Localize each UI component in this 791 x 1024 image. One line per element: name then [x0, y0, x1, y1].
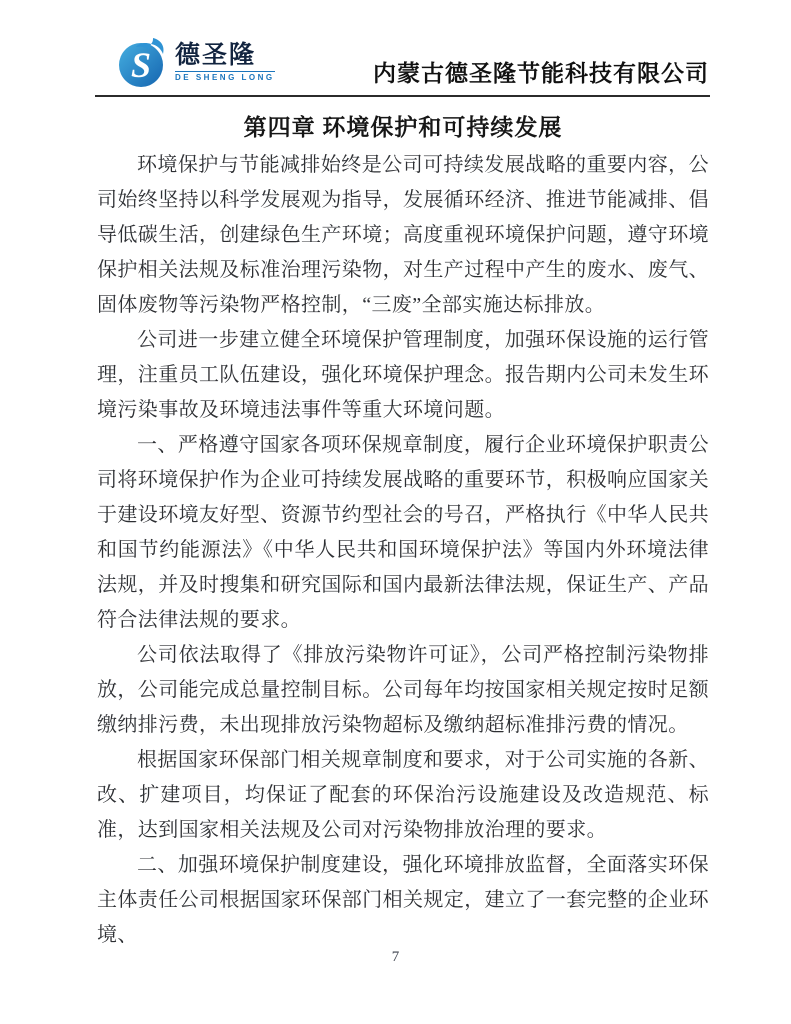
logo-text [175, 40, 275, 82]
company-logo [115, 34, 275, 90]
dragon-logo-icon [115, 34, 171, 90]
paragraph: 公司进一步建立健全环境保护管理制度，加强环保设施的运行管理，注重员工队伍建设，强化环境保护理念。报告期内公司未发生环境污染事故及环境违法事件等重大环境问题。 [97, 329, 709, 421]
paragraph: 一、严格遵守国家各项环保规章制度，履行企业环境保护职责公司将环境保护作为企业可持续发展战略的重要环节，积极响应国家关于建设环境友好型、资源节约型社会的号召，严格执行《中华人民共和国节约能源法》《中华人民共和国环境保护法》等国内外环境法律法规，并及时搜集和研究国际和国内最新法律法规，保证生产、产品符合法律法规的要求。 [97, 434, 709, 631]
svg-text:S: S [130, 45, 152, 85]
chapter-title: 第四章 环境保护和可持续发展 [243, 115, 563, 140]
paragraph: 环境保护与节能减排始终是公司可持续发展战略的重要内容，公司始终坚持以科学发展观为指导，发展循环经济、推进节能减排、倡导低碳生活，创建绿色生产环境；高度重视环境保护问题，遵守环境保护相关法规及标准治理污染物，对生产过程中产生的废水、废气、固体废物等污染物严格控制，“三废”全部实施达标排放。 [97, 154, 709, 316]
logo-en-text: DE SHENG LONG [175, 72, 275, 82]
header-divider [95, 95, 710, 97]
paragraph: 二、加强环境保护制度建设，强化环境排放监督，全面落实环保主体责任公司根据国家环保部门相关规定，建立了一套完整的企业环境、 [97, 854, 709, 946]
company-name: 内蒙古德圣隆节能科技有限公司 [373, 61, 709, 86]
paragraph: 根据国家环保部门相关规章制度和要求，对于公司实施的各新、改、扩建项目，均保证了配套的环保治污设施建设及改造规范、标准，达到国家相关法规及公司对污染物排放治理的要求。 [97, 749, 709, 841]
page-content [97, 0, 709, 953]
page-number: 7 [391, 949, 400, 965]
page-header [97, 0, 709, 90]
page-footer [0, 948, 791, 966]
logo-cn-text: 德圣隆 [175, 40, 257, 69]
paragraph: 公司依法取得了《排放污染物许可证》，公司严格控制污染物排放，公司能完成总量控制目标。公司每年均按国家相关规定按时足额缴纳排污费，未出现排放污染物超标及缴纳超标准排污费的情况。 [97, 644, 709, 736]
document-body [97, 148, 709, 953]
